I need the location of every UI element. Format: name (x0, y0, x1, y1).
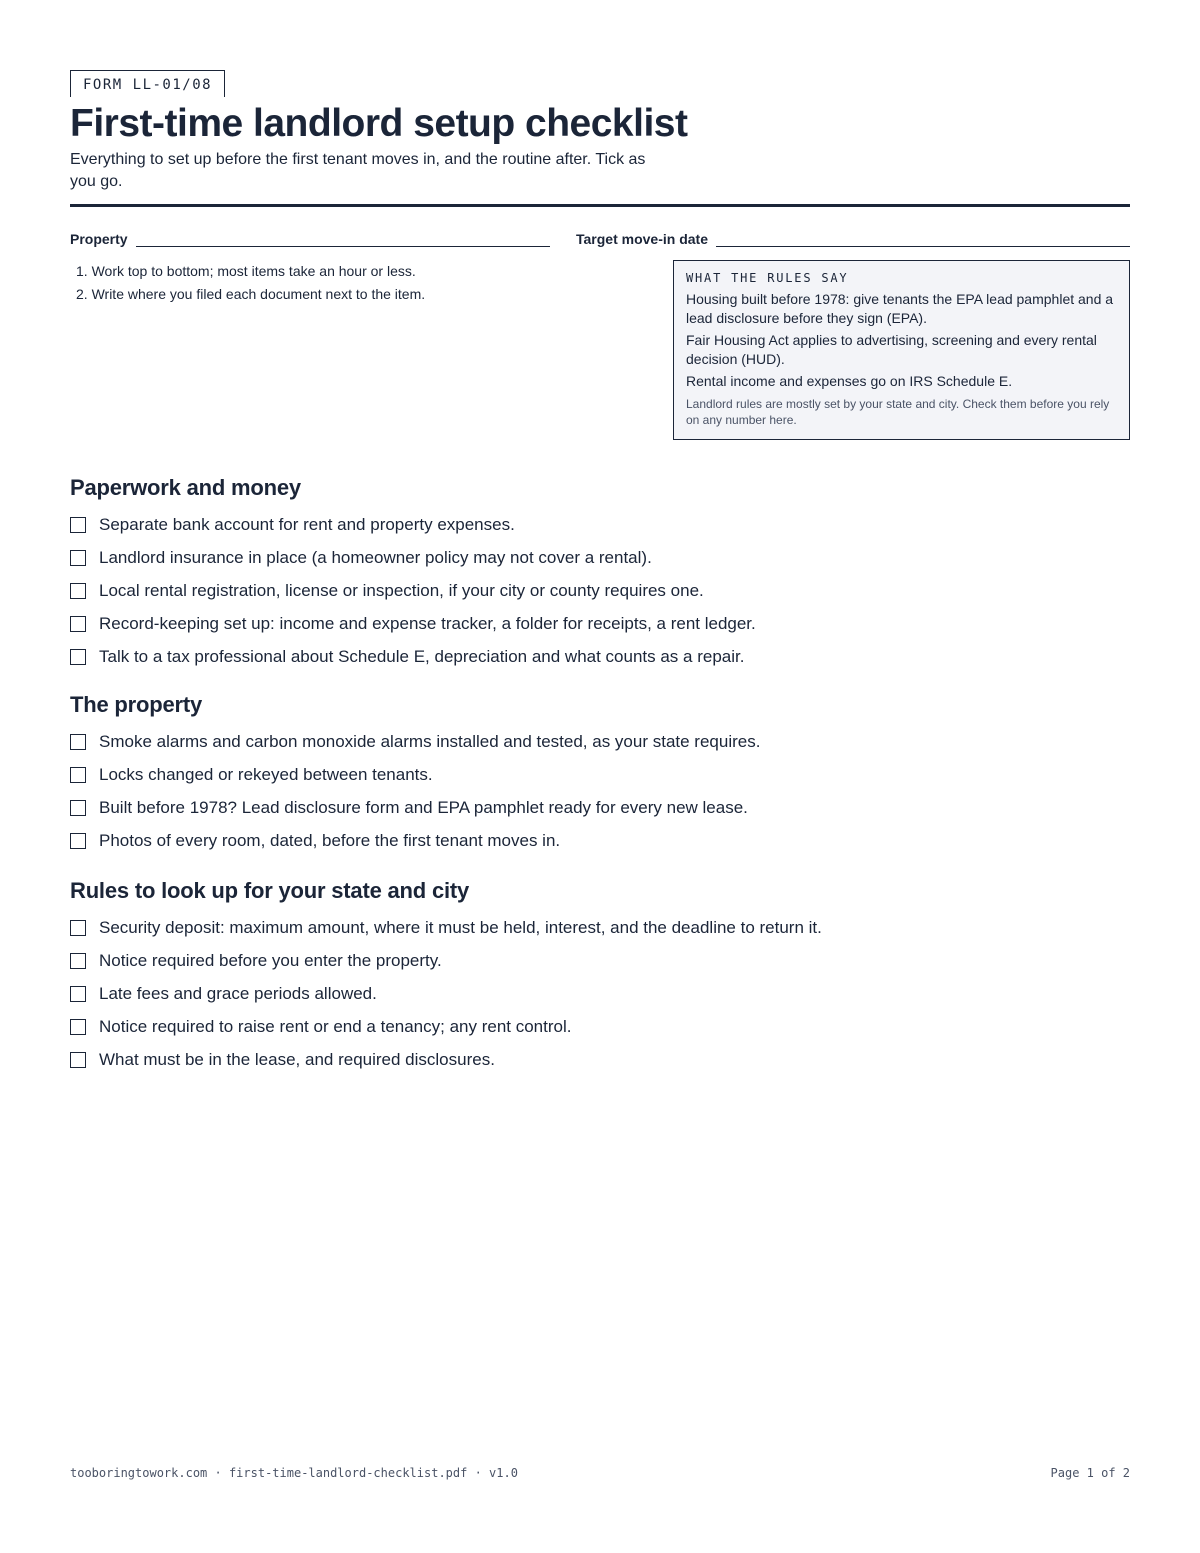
intro-area (70, 260, 1130, 440)
section-title: Paperwork and money (70, 475, 301, 500)
section-rules-to-look-up (70, 877, 1130, 1076)
checklist-item (70, 1043, 1130, 1076)
checklist-item-text: Notice required to raise rent or end a tenancy; any rent control. (99, 1016, 572, 1036)
checklist-item-text: Built before 1978? Lead disclosure form and EPA pamphlet ready for every new lease. (99, 797, 748, 817)
checklist-item (70, 824, 1130, 857)
header-divider (70, 204, 1130, 207)
checklist-item-text: Record-keeping set up: income and expense tracker, a folder for receipts, a rent ledger. (99, 613, 756, 633)
checkbox[interactable] (70, 517, 86, 533)
checkbox[interactable] (70, 953, 86, 969)
checkbox[interactable] (70, 1019, 86, 1035)
form-fields (70, 227, 1130, 247)
checklist (70, 725, 1130, 857)
form-code-tag: FORM LL-01/08 (70, 70, 225, 97)
checkbox[interactable] (70, 1052, 86, 1068)
section-title: Rules to look up for your state and city (70, 878, 470, 903)
checklist-item (70, 607, 1130, 640)
rules-heading: WHAT THE RULES SAY (686, 271, 849, 285)
checkbox[interactable] (70, 833, 86, 849)
page-number: Page 1 of 2 (1050, 1466, 1130, 1480)
footer-source: tooboringtowork.com · first-time-landlord-checklist.pdf · v1.0 (70, 1466, 518, 1480)
checklist-item-text: Talk to a tax professional about Schedule E, depreciation and what counts as a repair. (99, 646, 745, 666)
rules-item: Rental income and expenses go on IRS Schedule E. (686, 373, 1013, 389)
checkbox[interactable] (70, 986, 86, 1002)
page-subtitle: Everything to set up before the first tenant moves in, and the routine after. Tick as you go. (70, 151, 646, 190)
checkbox[interactable] (70, 800, 86, 816)
checklist-item (70, 791, 1130, 824)
checklist-item-text: Locks changed or rekeyed between tenants. (99, 764, 433, 784)
checklist-item (70, 725, 1130, 758)
checklist-item-text: Local rental registration, license or inspection, if your city or county requires one. (99, 580, 704, 600)
checkbox[interactable] (70, 920, 86, 936)
checklist-item (70, 944, 1130, 977)
instruction-steps (70, 260, 425, 306)
checklist-item (70, 541, 1130, 574)
instruction-step: 2. Write where you filed each document next to the item. (76, 286, 426, 302)
checkbox[interactable] (70, 767, 86, 783)
checklist-item (70, 1010, 1130, 1043)
checklist-item-text: Smoke alarms and carbon monoxide alarms installed and tested, as your state requires. (99, 731, 761, 751)
checklist-page (70, 70, 1130, 1076)
move-in-date-input-line[interactable] (716, 228, 1130, 247)
rules-item: Fair Housing Act applies to advertising, screening and every rental decision (HUD). (686, 332, 1097, 367)
checklist-item-text: Notice required before you enter the property. (99, 950, 442, 970)
section-title: The property (70, 692, 203, 717)
checklist-item (70, 911, 1130, 944)
move-in-date-field[interactable] (576, 227, 1130, 247)
property-input-line[interactable] (136, 228, 550, 247)
move-in-date-label: Target move-in date (576, 231, 708, 247)
page-title: First-time landlord setup checklist (70, 102, 688, 145)
rules-disclaimer: Landlord rules are mostly set by your state and city. Check them before you rely on any number here. (686, 397, 1110, 427)
checklist-item-text: What must be in the lease, and required disclosures. (99, 1049, 495, 1069)
checklist (70, 508, 1130, 673)
checklist-item-text: Landlord insurance in place (a homeowner policy may not cover a rental). (99, 547, 652, 567)
checklist-item (70, 977, 1130, 1010)
checklist-item (70, 640, 1130, 673)
property-field[interactable] (70, 227, 550, 247)
checklist-item-text: Late fees and grace periods allowed. (99, 983, 377, 1003)
checkbox[interactable] (70, 649, 86, 665)
instruction-step: 1. Work top to bottom; most items take an hour or less. (76, 263, 416, 279)
rules-callout-box (673, 260, 1130, 440)
checkbox[interactable] (70, 616, 86, 632)
section-the-property (70, 691, 1130, 857)
checkbox[interactable] (70, 550, 86, 566)
checklist-item-text: Separate bank account for rent and property expenses. (99, 514, 515, 534)
checklist-item-text: Security deposit: maximum amount, where it must be held, interest, and the deadline to return it. (99, 917, 822, 937)
checklist-item (70, 574, 1130, 607)
checkbox[interactable] (70, 583, 86, 599)
checklist-item (70, 758, 1130, 791)
page-footer (70, 1466, 1130, 1480)
checklist (70, 911, 1130, 1076)
section-paperwork-and-money (70, 474, 1130, 673)
checklist-item-text: Photos of every room, dated, before the first tenant moves in. (99, 830, 561, 850)
rules-item: Housing built before 1978: give tenants the EPA lead pamphlet and a lead disclosure before they sign (EPA). (686, 291, 1114, 326)
property-label: Property (70, 231, 128, 247)
checkbox[interactable] (70, 734, 86, 750)
checklist-item (70, 508, 1130, 541)
